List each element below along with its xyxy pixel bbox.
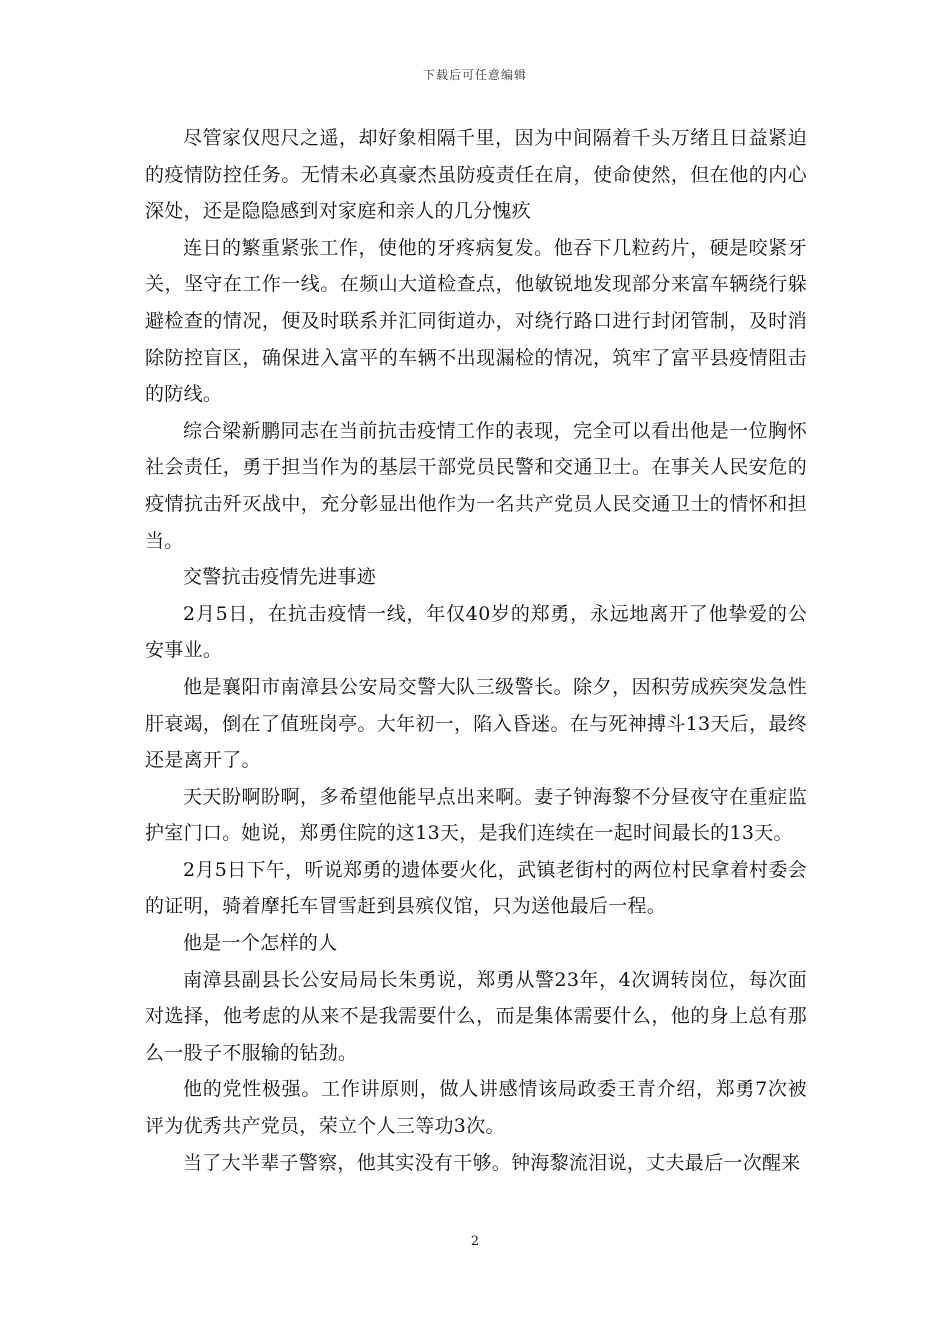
section-heading: 他是一个怎样的人 [183,932,338,955]
paragraph: 尽管家仅咫尺之遥，却好象相隔千里，因为中间隔着千头万绪且日益紧迫的疫情防控任务。无情未必真豪杰虽防疫责任在肩，使命使然，但在他的内心深处，还是隐隐感到对家庭和亲人的几分愧疚 [145,127,807,223]
paragraph: 2月5日，在抗击疫情一线，年仅40岁的郑勇，永远地离开了他挚爱的公安事业。 [145,602,807,662]
paragraph: 连日的繁重紧张工作，使他的牙疼病复发。他吞下几粒药片，硬是咬紧牙关，坚守在工作一线。在频山大道检查点，他敏锐地发现部分来富车辆绕行躲避检查的情况，便及时联系并汇同街道办，对绕行路口进行封闭管制，及时消除防控盲区，确保进入富平的车辆不出现漏检的情况，筑牢了富平县疫情阻击的防线。 [145,236,807,406]
paragraph: 他是襄阳市南漳县公安局交警大队三级警长。除夕，因积劳成疾突发急性肝衰竭，倒在了值班岗亭。大年初一，陷入昏迷。在与死神搏斗13天后，最终还是离开了。 [145,675,807,772]
paragraph: 他的党性极强。工作讲原则，做人讲感情该局政委王青介绍，郑勇7次被评为优秀共产党员，荣立个人三等功3次。 [145,1078,807,1138]
paragraph: 南漳县副县长公安局局长朱勇说，郑勇从警23年，4次调转岗位，每次面对选择，他考虑的从来不是我需要什么，而是集体需要什么，他的身上总有那么一股子不服输的钻劲。 [145,968,807,1064]
paragraph: 天天盼啊盼啊，多希望他能早点出来啊。妻子钟海黎不分昼夜守在重症监护室门口。她说，郑勇住院的这13天，是我们连续在一起时间最长的13天。 [145,785,807,845]
paragraph: 当了大半辈子警察，他其实没有干够。钟海黎流泪说，丈夫最后一次醒来 [183,1151,801,1174]
section-heading: 交警抗击疫情先进事迹 [183,566,377,589]
page-number: 2 [470,1234,480,1249]
page-header: 下载后可任意编辑 [422,68,527,82]
paragraph: 2月5日下午，听说郑勇的遗体要火化，武镇老街村的两位村民拿着村委会的证明，骑着摩托车冒雪赶到县殡仪馆，只为送他最后一程。 [145,858,807,918]
document-body [145,120,807,1181]
paragraph: 综合梁新鹏同志在当前抗击疫情工作的表现，完全可以看出他是一位胸怀社会责任，勇于担当作为的基层干部党员民警和交通卫士。在事关人民安危的疫情抗击歼灭战中，充分彰显出他作为一名共产党员人民交通卫士的情怀和担当。 [145,419,807,552]
